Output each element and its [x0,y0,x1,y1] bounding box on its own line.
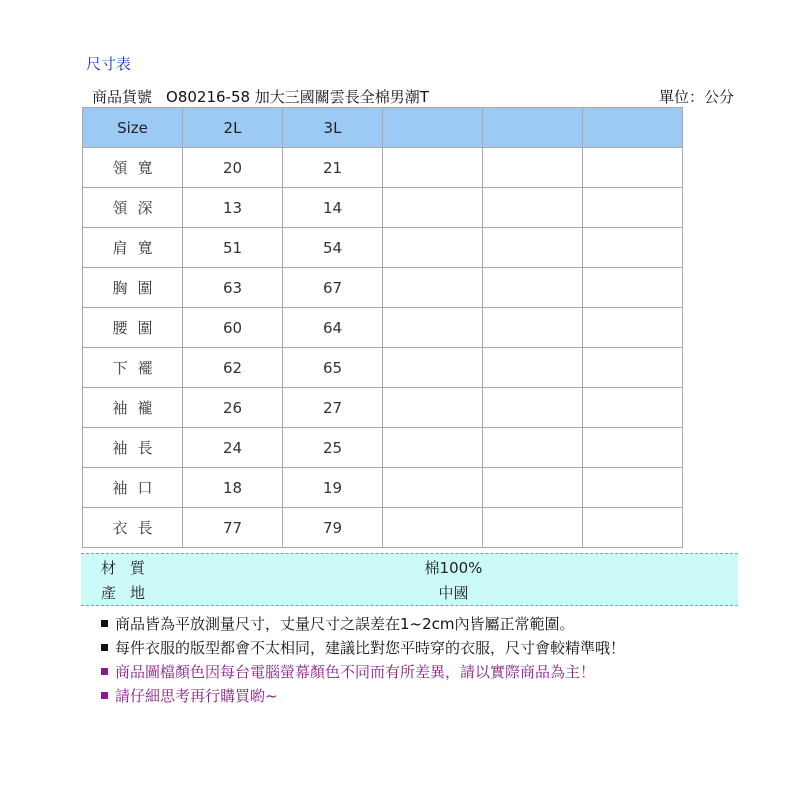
table-cell: 67 [283,268,383,308]
table-cell: 60 [183,308,283,348]
table-row [83,268,683,308]
table-cell [483,388,583,428]
table-cell: 54 [283,228,383,268]
header-cell: 3L [283,108,383,148]
row-label: 胸圍 [83,268,183,308]
table-body [83,148,683,548]
table-cell [583,348,683,388]
row-label: 袖襱 [83,388,183,428]
material-label: 材質 [101,559,160,577]
table-cell [483,348,583,388]
table-row [83,148,683,188]
table-cell: 63 [183,268,283,308]
origin-row [81,579,738,604]
header-cell [583,108,683,148]
table-cell [583,468,683,508]
table-row [83,508,683,548]
note-text: 請仔細思考再行購買喲~ [115,686,278,705]
table-cell [383,268,483,308]
table-cell [583,268,683,308]
table-cell [383,348,483,388]
table-cell [383,188,483,228]
table-cell: 77 [183,508,283,548]
header-cell [483,108,583,148]
table-row [83,308,683,348]
table-cell [383,508,483,548]
table-cell: 65 [283,348,383,388]
origin-value: 中國 [438,584,469,602]
table-cell [583,388,683,428]
row-label: 袖口 [83,468,183,508]
table-cell [383,228,483,268]
table-header-row [83,108,683,148]
table-row [83,468,683,508]
table-cell [383,148,483,188]
header-cell: 2L [183,108,283,148]
row-label: 領寬 [83,148,183,188]
table-cell: 79 [283,508,383,548]
square-bullet-icon [101,668,108,675]
square-bullet-icon [101,644,108,651]
row-label: 袖長 [83,428,183,468]
material-section [81,553,738,606]
table-cell [383,308,483,348]
table-row [83,348,683,388]
table-cell: 25 [283,428,383,468]
product-label: 商品貨號 [92,88,153,106]
table-cell [383,468,483,508]
table-cell [583,148,683,188]
row-label: 衣長 [83,508,183,548]
table-cell [483,228,583,268]
unit-label: 單位：公分 [658,88,734,106]
table-row [83,228,683,268]
table-cell: 19 [283,468,383,508]
table-cell: 13 [183,188,283,228]
table-cell: 24 [183,428,283,468]
note-item [101,611,625,635]
table-cell [483,428,583,468]
table-cell [483,308,583,348]
table-cell [383,388,483,428]
note-item [101,635,625,659]
table-cell [583,308,683,348]
note-item [101,659,625,683]
material-row [81,554,738,579]
table-cell: 51 [183,228,283,268]
size-table [82,107,683,548]
table-cell [583,228,683,268]
note-text: 商品皆為平放測量尺寸，丈量尺寸之誤差在1~2cm內皆屬正常範圍。 [115,614,575,633]
table-cell [483,148,583,188]
table-cell [483,508,583,548]
table-cell: 21 [283,148,383,188]
table-cell: 26 [183,388,283,428]
table-cell [483,268,583,308]
square-bullet-icon [101,692,108,699]
table-cell: 20 [183,148,283,188]
table-row [83,428,683,468]
table-cell [583,508,683,548]
header-cell [383,108,483,148]
product-line [92,86,429,107]
origin-label: 產地 [101,584,160,602]
notes-list [101,611,625,707]
note-text: 每件衣服的版型都會不太相同，建議比對您平時穿的衣服，尺寸會較精準哦！ [115,638,626,657]
table-row [83,388,683,428]
table-cell: 18 [183,468,283,508]
note-item [101,683,625,707]
product-code: O80216-58 加大三國關雲長全棉男潮T [166,88,429,106]
row-label: 肩寬 [83,228,183,268]
table-cell: 27 [283,388,383,428]
table-cell [483,188,583,228]
table-cell [583,188,683,228]
table-cell: 14 [283,188,383,228]
table-cell [383,428,483,468]
table-cell: 64 [283,308,383,348]
material-value: 棉100% [424,559,483,577]
row-label: 下襬 [83,348,183,388]
note-text: 商品圖檔顏色因每台電腦螢幕顏色不同而有所差異，請以實際商品為主！ [115,662,596,681]
row-label: 腰圍 [83,308,183,348]
row-label: 領深 [83,188,183,228]
header-cell: Size [83,108,183,148]
square-bullet-icon [101,620,108,627]
table-row [83,188,683,228]
page-title: 尺寸表 [86,55,132,73]
table-cell [483,468,583,508]
table-cell [583,428,683,468]
table-cell: 62 [183,348,283,388]
